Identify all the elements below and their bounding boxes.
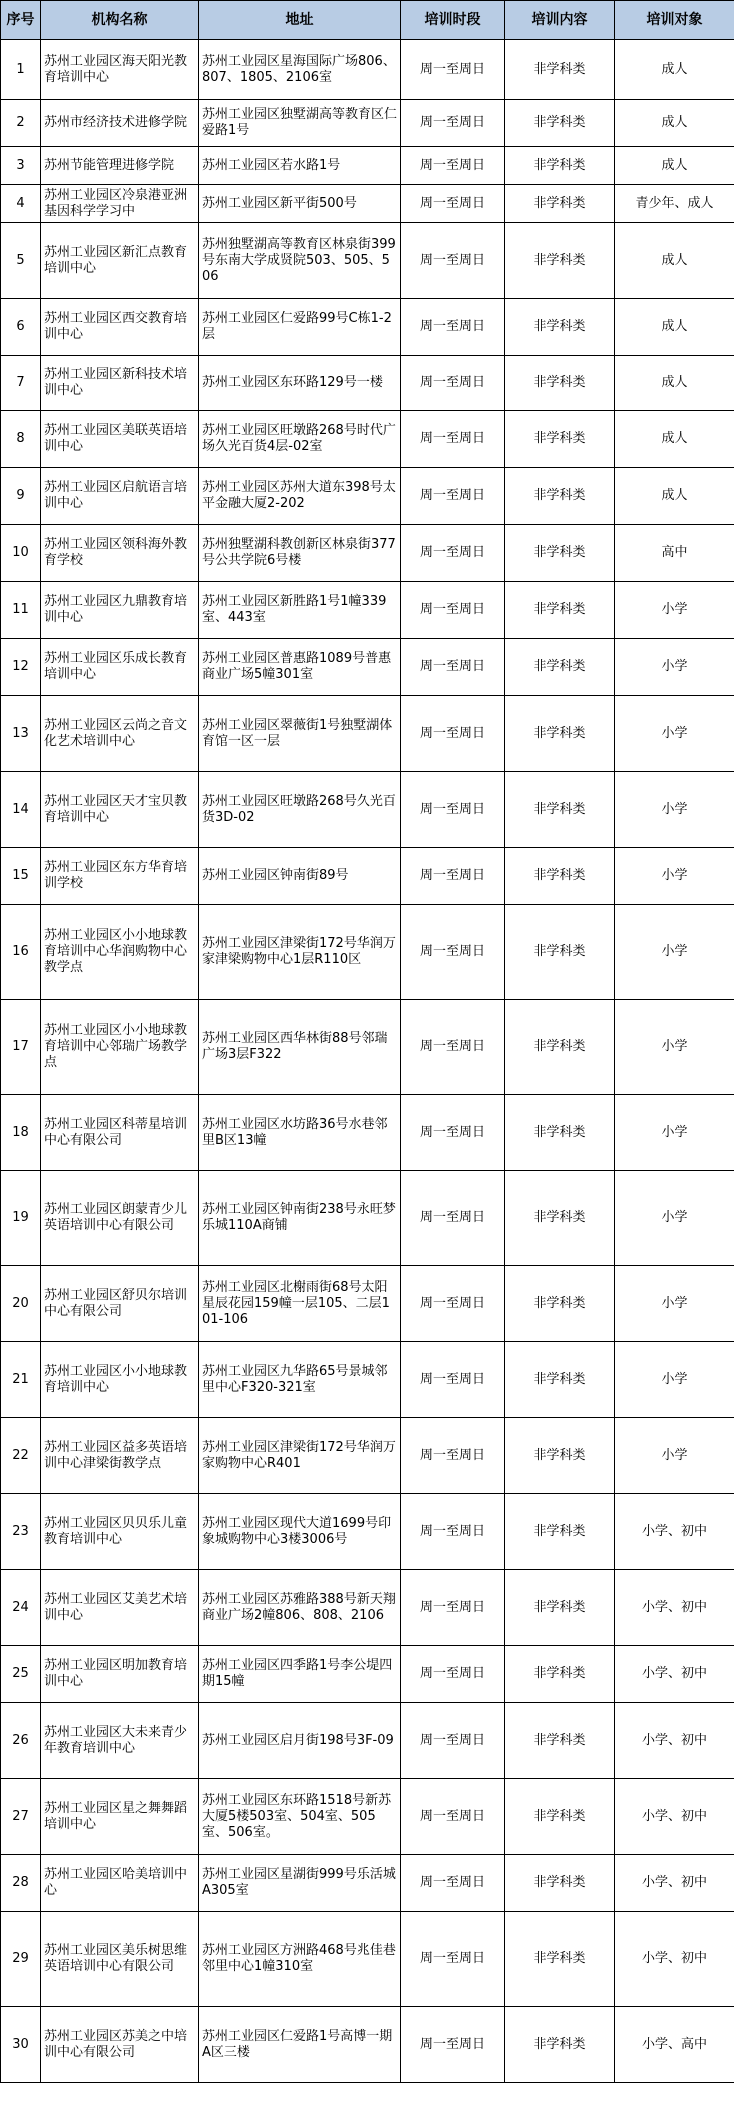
cell-address: 苏州工业园区苏州大道东398号太平金融大厦2-202: [199, 468, 401, 525]
cell-address: 苏州工业园区西华林街88号邻瑞广场3层F322: [199, 1000, 401, 1095]
table-row: [1, 100, 734, 147]
table-row: [1, 696, 734, 772]
cell-content: 非学科类: [505, 1855, 615, 1912]
cell-audience: 成人: [615, 223, 734, 299]
cell-index: 19: [1, 1171, 41, 1266]
cell-period: 周一至周日: [401, 185, 505, 223]
cell-address: 苏州工业园区独墅湖高等教育区仁爱路1号: [199, 100, 401, 147]
cell-address: 苏州工业园区北榭雨街68号太阳星辰花园159幢一层105、二层101-106: [199, 1266, 401, 1342]
cell-address: 苏州工业园区津梁街172号华润万家购物中心R401: [199, 1418, 401, 1494]
table-row: [1, 223, 734, 299]
header-index: 序号: [1, 1, 41, 40]
cell-content: 非学科类: [505, 1494, 615, 1570]
cell-address: 苏州工业园区东环路1518号新苏大厦5楼503室、504室、505室、506室。: [199, 1779, 401, 1855]
cell-audience: 成人: [615, 147, 734, 185]
cell-period: 周一至周日: [401, 1855, 505, 1912]
cell-name: 苏州工业园区冷泉港亚洲基因科学学习中: [41, 185, 199, 223]
cell-content: 非学科类: [505, 1912, 615, 2007]
cell-address: 苏州工业园区水坊路36号水巷邻里B区13幢: [199, 1095, 401, 1171]
header-name: 机构名称: [41, 1, 199, 40]
table-row: [1, 1418, 734, 1494]
cell-content: 非学科类: [505, 40, 615, 100]
cell-name: 苏州工业园区美联英语培训中心: [41, 411, 199, 468]
cell-period: 周一至周日: [401, 696, 505, 772]
cell-period: 周一至周日: [401, 1703, 505, 1779]
cell-name: 苏州工业园区益多英语培训中心津梁街教学点: [41, 1418, 199, 1494]
cell-period: 周一至周日: [401, 772, 505, 848]
cell-period: 周一至周日: [401, 525, 505, 582]
cell-address: 苏州工业园区普惠路1089号普惠商业广场5幢301室: [199, 639, 401, 696]
cell-address: 苏州工业园区津梁街172号华润万家津梁购物中心1层R110区: [199, 905, 401, 1000]
header-row: [1, 1, 734, 40]
cell-period: 周一至周日: [401, 1418, 505, 1494]
cell-audience: 成人: [615, 299, 734, 356]
cell-content: 非学科类: [505, 1703, 615, 1779]
cell-content: 非学科类: [505, 1000, 615, 1095]
cell-address: 苏州工业园区翠薇街1号独墅湖体育馆一区一层: [199, 696, 401, 772]
table-row: [1, 582, 734, 639]
cell-audience: 小学: [615, 772, 734, 848]
cell-address: 苏州工业园区钟南街89号: [199, 848, 401, 905]
cell-name: 苏州工业园区天才宝贝教育培训中心: [41, 772, 199, 848]
cell-audience: 小学: [615, 1171, 734, 1266]
cell-period: 周一至周日: [401, 1646, 505, 1703]
table-row: [1, 1912, 734, 2007]
cell-content: 非学科类: [505, 356, 615, 411]
cell-audience: 小学、高中: [615, 2007, 734, 2083]
cell-content: 非学科类: [505, 185, 615, 223]
cell-audience: 成人: [615, 468, 734, 525]
cell-name: 苏州工业园区新科技术培训中心: [41, 356, 199, 411]
cell-name: 苏州工业园区舒贝尔培训中心有限公司: [41, 1266, 199, 1342]
cell-audience: 小学、初中: [615, 1570, 734, 1646]
cell-period: 周一至周日: [401, 100, 505, 147]
table-row: [1, 639, 734, 696]
cell-content: 非学科类: [505, 639, 615, 696]
cell-audience: 青少年、成人: [615, 185, 734, 223]
cell-name: 苏州工业园区朗蒙青少儿英语培训中心有限公司: [41, 1171, 199, 1266]
cell-name: 苏州工业园区云尚之音文化艺术培训中心: [41, 696, 199, 772]
cell-index: 7: [1, 356, 41, 411]
cell-name: 苏州工业园区哈美培训中心: [41, 1855, 199, 1912]
cell-name: 苏州工业园区科蒂星培训中心有限公司: [41, 1095, 199, 1171]
cell-content: 非学科类: [505, 1646, 615, 1703]
cell-address: 苏州工业园区钟南街238号永旺梦乐城110A商铺: [199, 1171, 401, 1266]
cell-audience: 小学: [615, 1418, 734, 1494]
cell-period: 周一至周日: [401, 1266, 505, 1342]
cell-content: 非学科类: [505, 848, 615, 905]
cell-address: 苏州工业园区现代大道1699号印象城购物中心3楼3006号: [199, 1494, 401, 1570]
cell-index: 22: [1, 1418, 41, 1494]
cell-index: 21: [1, 1342, 41, 1418]
cell-content: 非学科类: [505, 468, 615, 525]
cell-index: 15: [1, 848, 41, 905]
cell-address: 苏州工业园区新平街500号: [199, 185, 401, 223]
cell-index: 29: [1, 1912, 41, 2007]
cell-name: 苏州工业园区新汇点教育培训中心: [41, 223, 199, 299]
table-body: [1, 40, 734, 2083]
cell-audience: 小学: [615, 696, 734, 772]
cell-index: 17: [1, 1000, 41, 1095]
cell-address: 苏州工业园区仁爱路1号高博一期A区三楼: [199, 2007, 401, 2083]
cell-index: 25: [1, 1646, 41, 1703]
table-row: [1, 411, 734, 468]
cell-index: 9: [1, 468, 41, 525]
cell-index: 1: [1, 40, 41, 100]
cell-name: 苏州工业园区美乐树思维英语培训中心有限公司: [41, 1912, 199, 2007]
cell-name: 苏州工业园区明加教育培训中心: [41, 1646, 199, 1703]
cell-address: 苏州工业园区仁爱路99号C栋1-2层: [199, 299, 401, 356]
cell-address: 苏州独墅湖科教创新区林泉街377号公共学院6号楼: [199, 525, 401, 582]
cell-content: 非学科类: [505, 1095, 615, 1171]
table-row: [1, 525, 734, 582]
cell-address: 苏州工业园区新胜路1号1幢339室、443室: [199, 582, 401, 639]
cell-address: 苏州工业园区东环路129号一楼: [199, 356, 401, 411]
cell-name: 苏州市经济技术进修学院: [41, 100, 199, 147]
cell-name: 苏州工业园区海天阳光教育培训中心: [41, 40, 199, 100]
header-address: 地址: [199, 1, 401, 40]
table-row: [1, 1855, 734, 1912]
table-row: [1, 356, 734, 411]
cell-audience: 高中: [615, 525, 734, 582]
table-row: [1, 772, 734, 848]
cell-address: 苏州工业园区方洲路468号兆佳巷邻里中心1幢310室: [199, 1912, 401, 2007]
cell-period: 周一至周日: [401, 582, 505, 639]
cell-index: 8: [1, 411, 41, 468]
cell-name: 苏州工业园区小小地球教育培训中心华润购物中心教学点: [41, 905, 199, 1000]
cell-audience: 小学: [615, 1266, 734, 1342]
cell-period: 周一至周日: [401, 1570, 505, 1646]
cell-content: 非学科类: [505, 1570, 615, 1646]
cell-name: 苏州工业园区星之舞舞蹈培训中心: [41, 1779, 199, 1855]
table-row: [1, 1779, 734, 1855]
cell-name: 苏州工业园区领科海外教育学校: [41, 525, 199, 582]
cell-content: 非学科类: [505, 299, 615, 356]
table-row: [1, 1570, 734, 1646]
cell-index: 2: [1, 100, 41, 147]
cell-audience: 成人: [615, 100, 734, 147]
cell-name: 苏州工业园区启航语言培训中心: [41, 468, 199, 525]
cell-index: 24: [1, 1570, 41, 1646]
cell-index: 27: [1, 1779, 41, 1855]
cell-address: 苏州工业园区旺墩路268号时代广场久光百货4层-02室: [199, 411, 401, 468]
cell-index: 3: [1, 147, 41, 185]
table-row: [1, 468, 734, 525]
cell-content: 非学科类: [505, 772, 615, 848]
cell-name: 苏州工业园区九鼎教育培训中心: [41, 582, 199, 639]
cell-name: 苏州工业园区苏美之中培训中心有限公司: [41, 2007, 199, 2083]
cell-audience: 小学、初中: [615, 1494, 734, 1570]
cell-content: 非学科类: [505, 1418, 615, 1494]
cell-period: 周一至周日: [401, 1912, 505, 2007]
cell-name: 苏州工业园区小小地球教育培训中心: [41, 1342, 199, 1418]
cell-content: 非学科类: [505, 525, 615, 582]
cell-audience: 小学: [615, 905, 734, 1000]
cell-audience: 小学、初中: [615, 1855, 734, 1912]
cell-period: 周一至周日: [401, 40, 505, 100]
table-row: [1, 185, 734, 223]
cell-index: 13: [1, 696, 41, 772]
table-row: [1, 1095, 734, 1171]
cell-audience: 成人: [615, 356, 734, 411]
cell-index: 18: [1, 1095, 41, 1171]
cell-audience: 小学: [615, 1095, 734, 1171]
cell-audience: 小学、初中: [615, 1779, 734, 1855]
table-row: [1, 2007, 734, 2083]
cell-period: 周一至周日: [401, 411, 505, 468]
cell-period: 周一至周日: [401, 1494, 505, 1570]
header-period: 培训时段: [401, 1, 505, 40]
cell-period: 周一至周日: [401, 1779, 505, 1855]
cell-content: 非学科类: [505, 411, 615, 468]
cell-period: 周一至周日: [401, 639, 505, 696]
cell-name: 苏州工业园区大未来青少年教育培训中心: [41, 1703, 199, 1779]
cell-audience: 小学: [615, 639, 734, 696]
cell-content: 非学科类: [505, 223, 615, 299]
cell-name: 苏州节能管理进修学院: [41, 147, 199, 185]
cell-audience: 小学、初中: [615, 1646, 734, 1703]
cell-index: 20: [1, 1266, 41, 1342]
table-row: [1, 299, 734, 356]
cell-period: 周一至周日: [401, 848, 505, 905]
cell-index: 14: [1, 772, 41, 848]
table-row: [1, 905, 734, 1000]
cell-name: 苏州工业园区贝贝乐儿童教育培训中心: [41, 1494, 199, 1570]
cell-audience: 小学: [615, 848, 734, 905]
cell-index: 23: [1, 1494, 41, 1570]
cell-index: 16: [1, 905, 41, 1000]
cell-name: 苏州工业园区艾美艺术培训中心: [41, 1570, 199, 1646]
cell-index: 12: [1, 639, 41, 696]
header-content: 培训内容: [505, 1, 615, 40]
cell-period: 周一至周日: [401, 1342, 505, 1418]
cell-content: 非学科类: [505, 582, 615, 639]
cell-address: 苏州工业园区星湖街999号乐活城A305室: [199, 1855, 401, 1912]
cell-content: 非学科类: [505, 100, 615, 147]
cell-index: 6: [1, 299, 41, 356]
cell-name: 苏州工业园区东方华育培训学校: [41, 848, 199, 905]
cell-content: 非学科类: [505, 147, 615, 185]
cell-period: 周一至周日: [401, 147, 505, 185]
cell-address: 苏州独墅湖高等教育区林泉街399号东南大学成贤院503、505、506: [199, 223, 401, 299]
cell-audience: 小学、初中: [615, 1703, 734, 1779]
cell-index: 28: [1, 1855, 41, 1912]
cell-content: 非学科类: [505, 905, 615, 1000]
cell-content: 非学科类: [505, 1266, 615, 1342]
cell-period: 周一至周日: [401, 223, 505, 299]
cell-index: 5: [1, 223, 41, 299]
cell-name: 苏州工业园区小小地球教育培训中心邻瑞广场教学点: [41, 1000, 199, 1095]
cell-content: 非学科类: [505, 696, 615, 772]
cell-name: 苏州工业园区乐成长教育培训中心: [41, 639, 199, 696]
table-row: [1, 147, 734, 185]
cell-content: 非学科类: [505, 1779, 615, 1855]
cell-audience: 成人: [615, 411, 734, 468]
cell-name: 苏州工业园区西交教育培训中心: [41, 299, 199, 356]
cell-index: 26: [1, 1703, 41, 1779]
cell-address: 苏州工业园区四季路1号李公堤四期15幢: [199, 1646, 401, 1703]
table-row: [1, 1266, 734, 1342]
table-row: [1, 1646, 734, 1703]
table-row: [1, 1494, 734, 1570]
cell-period: 周一至周日: [401, 468, 505, 525]
cell-address: 苏州工业园区苏雅路388号新天翔商业广场2幢806、808、2106: [199, 1570, 401, 1646]
cell-audience: 小学、初中: [615, 1912, 734, 2007]
cell-period: 周一至周日: [401, 1171, 505, 1266]
cell-index: 30: [1, 2007, 41, 2083]
cell-index: 4: [1, 185, 41, 223]
cell-address: 苏州工业园区若水路1号: [199, 147, 401, 185]
cell-period: 周一至周日: [401, 905, 505, 1000]
cell-period: 周一至周日: [401, 1095, 505, 1171]
cell-address: 苏州工业园区旺墩路268号久光百货3D-02: [199, 772, 401, 848]
cell-content: 非学科类: [505, 1171, 615, 1266]
cell-content: 非学科类: [505, 2007, 615, 2083]
table-row: [1, 848, 734, 905]
cell-audience: 小学: [615, 1000, 734, 1095]
cell-period: 周一至周日: [401, 356, 505, 411]
table-row: [1, 1703, 734, 1779]
cell-address: 苏州工业园区星海国际广场806、807、1805、2106室: [199, 40, 401, 100]
cell-audience: 小学: [615, 582, 734, 639]
cell-period: 周一至周日: [401, 2007, 505, 2083]
table-row: [1, 1171, 734, 1266]
cell-index: 10: [1, 525, 41, 582]
cell-audience: 成人: [615, 40, 734, 100]
cell-period: 周一至周日: [401, 1000, 505, 1095]
header-audience: 培训对象: [615, 1, 734, 40]
table-row: [1, 1342, 734, 1418]
cell-address: 苏州工业园区启月街198号3F-09: [199, 1703, 401, 1779]
table-row: [1, 1000, 734, 1095]
cell-index: 11: [1, 582, 41, 639]
cell-content: 非学科类: [505, 1342, 615, 1418]
cell-audience: 小学: [615, 1342, 734, 1418]
cell-period: 周一至周日: [401, 299, 505, 356]
cell-address: 苏州工业园区九华路65号景城邻里中心F320-321室: [199, 1342, 401, 1418]
table-row: [1, 40, 734, 100]
